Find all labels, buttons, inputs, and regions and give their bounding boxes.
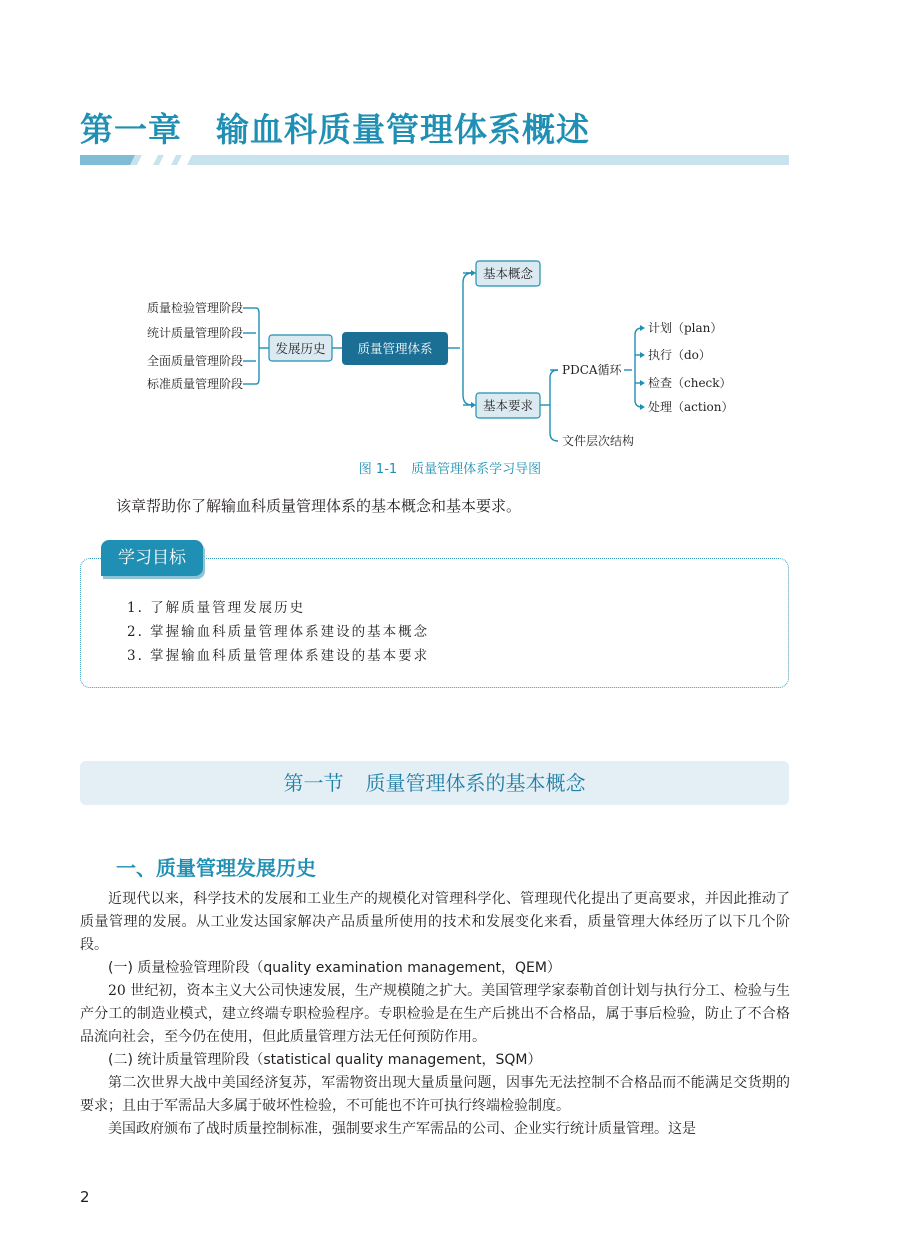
- mindmap-stage-2: 统计质量管理阶段: [146, 326, 243, 340]
- mindmap-center: 质量管理体系: [357, 341, 433, 356]
- mindmap-stage-1: 质量检验管理阶段: [146, 301, 243, 315]
- section-number: 第一节: [283, 771, 344, 795]
- mindmap-pdca: PDCA循环: [562, 363, 622, 377]
- body-text: [80, 888, 790, 1141]
- figure-number: 图 1-1: [358, 462, 398, 477]
- stage-heading: (一) 质量检验管理阶段（quality examination management，QEM）: [108, 960, 561, 976]
- paragraph: 近现代以来，科学技术的发展和工业生产的规模化对管理科学化、管理现代化提出了更高要求，并因此推动了质量管理的发展。从工业发达国家解决产品质量所使用的技术和发展变化来看，质量管理大体经历了以下几个阶段。: [80, 891, 790, 953]
- mindmap-stage-3: 全面质量管理阶段: [146, 354, 243, 368]
- mindmap-pdca-item-3: 检查（check）: [648, 376, 732, 390]
- mind-map: [130, 255, 750, 455]
- objectives-list: [127, 596, 429, 668]
- mindmap-requirement: 基本要求: [482, 398, 534, 413]
- objective-item: 3. 掌握输血科质量管理体系建设的基本要求: [127, 648, 430, 664]
- figure-caption: [0, 458, 900, 477]
- mindmap-docs: 文件层次结构: [562, 434, 635, 448]
- subheading: 一、质量管理发展历史: [116, 856, 316, 880]
- section-title-text: 质量管理体系的基本概念: [365, 771, 586, 795]
- chapter-intro: 该章帮助你了解输血科质量管理体系的基本概念和基本要求。: [116, 497, 522, 515]
- figure-caption-text: 质量管理体系学习导图: [411, 462, 542, 477]
- mindmap-pdca-item-1: 计划（plan）: [648, 321, 723, 335]
- mindmap-pdca-item-4: 处理（action）: [648, 400, 734, 414]
- page-number: 2: [80, 1188, 90, 1206]
- paragraph: 美国政府颁布了战时质量控制标准，强制要求生产军需品的公司、企业实行统计质量管理。这是: [108, 1121, 696, 1137]
- chapter-title-bar: [80, 155, 789, 165]
- objectives-label: 学习目标: [101, 540, 203, 576]
- paragraph: 20 世纪初，资本主义大公司快速发展，生产规模随之扩大。美国管理学家泰勒首创计划与执行分工、检验与生产分工的制造业模式，建立终端专职检验程序。专职检验是在生产后挑出不合格品，属于事后检验，防止了不合格品流向社会，至今仍在使用，但此质量管理方法无任何预防作用。: [80, 983, 790, 1045]
- mindmap-pdca-item-2: 执行（do）: [648, 348, 711, 362]
- chapter-title: 第一章 输血科质量管理体系概述: [80, 110, 590, 149]
- objective-item: 2. 掌握输血科质量管理体系建设的基本概念: [127, 624, 430, 640]
- mindmap-concept: 基本概念: [482, 266, 534, 281]
- stage-heading: (二) 统计质量管理阶段（statistical quality management，SQM）: [108, 1052, 542, 1068]
- objective-item: 1. 了解质量管理发展历史: [127, 600, 306, 616]
- section-title: [80, 761, 789, 805]
- mindmap-stage-4: 标准质量管理阶段: [146, 377, 243, 391]
- paragraph: 第二次世界大战中美国经济复苏，军需物资出现大量质量问题，因事先无法控制不合格品而不能满足交货期的要求；且由于军需品大多属于破坏性检验，不可能也不许可执行终端检验制度。: [80, 1075, 790, 1114]
- mindmap-history: 发展历史: [275, 341, 326, 356]
